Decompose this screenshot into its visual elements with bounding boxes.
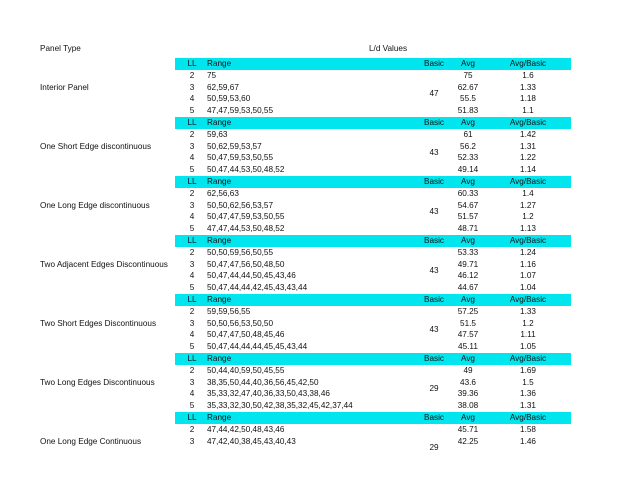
- ll-cell: 3: [189, 82, 195, 92]
- avg-cell: 52.33: [457, 153, 479, 163]
- col-header-range: Range: [207, 176, 232, 186]
- col-header-basic: Basic: [423, 176, 445, 186]
- avg-cell: 62.67: [457, 82, 479, 92]
- ll-cell: 5: [189, 342, 195, 352]
- range-cell: 50,47,44,44,42,45,43,43,44: [207, 283, 308, 293]
- table-row: [0, 306, 638, 318]
- range-cell: 59,59,56,55: [207, 306, 251, 316]
- avg-cell: 45.71: [457, 424, 479, 434]
- col-header-basic: Basic: [423, 59, 445, 68]
- table-row: [0, 211, 638, 223]
- ll-cell: 4: [189, 94, 195, 104]
- ll-cell: 3: [189, 318, 195, 328]
- avg-cell: 39.36: [457, 389, 479, 399]
- avg-cell: 49.14: [457, 165, 479, 175]
- table-row: [0, 129, 638, 141]
- table-row: [0, 388, 638, 400]
- table-row: [0, 318, 638, 330]
- table-row: [0, 377, 638, 389]
- col-header-ll: LL: [187, 412, 197, 422]
- ratio-cell: 1.6: [522, 70, 534, 80]
- ratio-cell: 1.11: [520, 330, 536, 340]
- table-row: [0, 365, 638, 377]
- range-cell: 50,50,56,53,50,50: [207, 318, 274, 328]
- col-header-basic: Basic: [423, 294, 445, 304]
- avg-cell: 57.25: [457, 306, 479, 316]
- avg-cell: 60.33: [457, 188, 479, 198]
- ll-cell: 4: [189, 389, 195, 399]
- avg-cell: 46.12: [457, 271, 479, 281]
- range-cell: 47,42,40,38,45,43,40,43: [207, 436, 296, 446]
- column-header-row: [175, 353, 571, 365]
- column-header-row: [175, 294, 571, 306]
- col-header-avg: Avg: [461, 294, 475, 304]
- ll-cell: 2: [189, 365, 195, 375]
- table-row: [0, 329, 638, 341]
- table-row: [0, 200, 638, 212]
- column-header-row: [175, 176, 571, 188]
- ratio-cell: 1.05: [520, 342, 536, 352]
- avg-cell: 49: [463, 365, 473, 375]
- table-row: [0, 270, 638, 282]
- avg-cell: 51.57: [457, 212, 479, 222]
- ll-cell: 4: [189, 153, 195, 163]
- col-header-avg: Avg: [461, 117, 475, 127]
- col-header-basic: Basic: [423, 235, 445, 245]
- ll-cell: 3: [189, 141, 195, 151]
- basic-value-cell: 47: [429, 88, 439, 98]
- col-header-avg: Avg: [461, 412, 475, 422]
- range-cell: 50,50,62,56,53,57: [207, 200, 274, 210]
- range-cell: 50,44,40,59,50,45,55: [207, 365, 285, 375]
- range-cell: 38,35,50,44,40,36,56,45,42,50: [207, 377, 319, 387]
- ratio-cell: 1.22: [520, 153, 536, 163]
- col-header-ll: LL: [187, 176, 197, 186]
- panel-type-label: One Long Edge Continuous: [40, 436, 142, 446]
- col-header-ratio: Avg/Basic: [509, 176, 547, 186]
- table-row: [0, 223, 638, 235]
- col-header-range: Range: [207, 235, 232, 245]
- panel-type-label: Two Long Edges Discontinuous: [40, 377, 155, 387]
- range-cell: 50,47,47,56,50,48,50: [207, 259, 285, 269]
- table-row: [0, 400, 638, 412]
- range-cell: 50,59,53,60: [207, 94, 251, 104]
- col-header-basic: Basic: [423, 117, 445, 127]
- panel-type-label: Two Adjacent Edges Discontinuous: [40, 259, 168, 269]
- ratio-cell: 1.16: [520, 259, 536, 269]
- avg-cell: 49.71: [457, 259, 479, 269]
- panel-type-label: One Short Edge discontinuous: [40, 141, 152, 151]
- range-cell: 62,59,67: [207, 82, 239, 92]
- range-cell: 50,47,47,50,48,45,46: [207, 330, 285, 340]
- col-header-avg: Avg: [461, 353, 475, 363]
- range-cell: 47,44,42,50,48,43,46: [207, 424, 285, 434]
- ratio-cell: 1.33: [520, 82, 536, 92]
- ll-cell: 3: [189, 200, 195, 210]
- range-cell: 50,62,59,53,57: [207, 141, 262, 151]
- basic-value-cell: 29: [429, 442, 439, 452]
- ll-cell: 2: [189, 129, 195, 139]
- avg-cell: 47.57: [457, 330, 479, 340]
- ll-cell: 5: [189, 283, 195, 293]
- avg-cell: 42.25: [457, 436, 479, 446]
- col-header-ratio: Avg/Basic: [509, 412, 547, 422]
- table-row: [0, 82, 638, 94]
- col-header-ratio: Avg/Basic: [509, 235, 547, 245]
- table-row: [0, 152, 638, 164]
- ll-cell: 2: [189, 424, 195, 434]
- avg-cell: 43.6: [460, 377, 476, 387]
- table-row: [0, 436, 638, 448]
- ratio-cell: 1.33: [520, 306, 536, 316]
- avg-cell: 44.67: [457, 283, 479, 293]
- col-header-ll: LL: [187, 353, 197, 363]
- table-row: [0, 424, 638, 436]
- ratio-cell: 1.2: [522, 318, 534, 328]
- ratio-cell: 1.31: [520, 401, 536, 411]
- ratio-cell: 1.36: [520, 389, 536, 399]
- col-header-ratio: Avg/Basic: [509, 117, 547, 127]
- range-cell: 35,33,32,30,50,42,38,35,32,45,42,37,44: [207, 401, 353, 411]
- column-header-row: [175, 412, 571, 424]
- ratio-cell: 1.46: [520, 436, 536, 446]
- avg-cell: 55.5: [460, 94, 476, 104]
- ratio-cell: 1.42: [520, 129, 536, 139]
- avg-cell: 51.83: [457, 106, 479, 116]
- ll-cell: 2: [189, 188, 195, 198]
- table-row: [0, 141, 638, 153]
- basic-value-cell: 43: [429, 147, 439, 157]
- table-row: [0, 247, 638, 259]
- table-row: [0, 93, 638, 105]
- ll-cell: 4: [189, 212, 195, 222]
- panel-type-label: Two Short Edges Discontinuous: [40, 318, 157, 328]
- table-row: [0, 259, 638, 271]
- ratio-cell: 1.18: [520, 94, 536, 104]
- range-cell: 50,47,59,53,50,55: [207, 153, 274, 163]
- avg-cell: 61: [463, 129, 473, 139]
- ratio-cell: 1.13: [520, 224, 536, 234]
- ratio-cell: 1.04: [520, 283, 536, 293]
- range-cell: 59,63: [207, 129, 228, 139]
- avg-cell: 56.2: [460, 141, 476, 151]
- avg-cell: 53.33: [457, 247, 479, 257]
- col-header-avg: Avg: [461, 59, 475, 68]
- range-cell: 62,56,63: [207, 188, 239, 198]
- column-header-row: [175, 235, 571, 247]
- ll-cell: 5: [189, 165, 195, 175]
- table-row: [0, 282, 638, 294]
- avg-cell: 45.11: [458, 342, 478, 352]
- ll-cell: 3: [189, 377, 195, 387]
- avg-cell: 54.67: [457, 200, 479, 210]
- ll-cell: 4: [189, 271, 195, 281]
- col-header-range: Range: [207, 59, 232, 68]
- panel-type-label: Interior Panel: [40, 82, 89, 92]
- panel-type-header: Panel Type: [40, 44, 81, 53]
- ll-cell: 3: [189, 259, 195, 269]
- panel-type-label: One Long Edge discontinuous: [40, 200, 150, 210]
- ratio-cell: 1.69: [520, 365, 536, 375]
- ratio-cell: 1.4: [522, 188, 534, 198]
- col-header-basic: Basic: [423, 353, 445, 363]
- ratio-cell: 1.58: [520, 424, 536, 434]
- avg-cell: 38.08: [457, 401, 479, 411]
- range-cell: 50,50,59,56,50,55: [207, 247, 274, 257]
- ll-cell: 2: [189, 247, 195, 257]
- ratio-cell: 1.31: [520, 141, 536, 151]
- col-header-ratio: Avg/Basic: [509, 353, 547, 363]
- range-cell: 50,47,44,53,50,48,52: [207, 165, 285, 175]
- basic-value-cell: 43: [429, 206, 439, 216]
- table-row: [0, 188, 638, 200]
- col-header-avg: Avg: [461, 176, 475, 186]
- col-header-ll: LL: [187, 117, 197, 127]
- col-header-range: Range: [207, 412, 232, 422]
- col-header-avg: Avg: [461, 235, 475, 245]
- ll-cell: 5: [189, 401, 195, 411]
- range-cell: 47,47,59,53,50,55: [207, 106, 274, 116]
- ratio-cell: 1.07: [520, 271, 536, 281]
- col-header-range: Range: [207, 294, 232, 304]
- range-cell: 50,47,44,44,44,45,45,43,44: [207, 342, 308, 352]
- ld-table: [0, 58, 638, 452]
- basic-value-cell: 29: [429, 383, 439, 393]
- table-row: [0, 70, 638, 82]
- col-header-ll: LL: [187, 59, 197, 68]
- ratio-cell: 1.1: [522, 106, 534, 116]
- column-header-row: [175, 117, 571, 129]
- range-cell: 75: [207, 70, 217, 80]
- avg-cell: 48.71: [457, 224, 479, 234]
- table-row: [0, 341, 638, 353]
- ll-cell: 2: [189, 306, 195, 316]
- range-cell: 47,47,44,53,50,48,52: [207, 224, 285, 234]
- ratio-cell: 1.24: [520, 247, 536, 257]
- table-row: [0, 105, 638, 117]
- column-header-row: [175, 58, 571, 70]
- ll-cell: 5: [189, 106, 195, 116]
- col-header-range: Range: [207, 117, 232, 127]
- ratio-cell: 1.14: [520, 165, 536, 175]
- ratio-cell: 1.27: [520, 200, 536, 210]
- ld-values-header: L/d Values: [369, 44, 408, 53]
- ll-cell: 3: [189, 436, 195, 446]
- col-header-ll: LL: [187, 235, 197, 245]
- avg-cell: 51.5: [460, 318, 476, 328]
- table-row: [0, 164, 638, 176]
- ll-cell: 5: [189, 224, 195, 234]
- avg-cell: 75: [463, 70, 473, 80]
- range-cell: 35,33,32,47,40,36,33,50,43,38,46: [207, 389, 330, 399]
- ratio-cell: 1.5: [522, 377, 534, 387]
- col-header-ratio: Avg/Basic: [509, 294, 547, 304]
- basic-value-cell: 43: [429, 265, 439, 275]
- col-header-range: Range: [207, 353, 232, 363]
- range-cell: 50,47,44,44,50,45,43,46: [207, 271, 296, 281]
- basic-value-cell: 43: [429, 324, 439, 334]
- col-header-ratio: Avg/Basic: [509, 59, 547, 68]
- ll-cell: 2: [189, 70, 195, 80]
- range-cell: 50,47,47,59,53,50,55: [207, 212, 285, 222]
- col-header-ll: LL: [187, 294, 197, 304]
- ll-cell: 4: [189, 330, 195, 340]
- ratio-cell: 1.2: [522, 212, 534, 222]
- col-header-basic: Basic: [423, 412, 445, 422]
